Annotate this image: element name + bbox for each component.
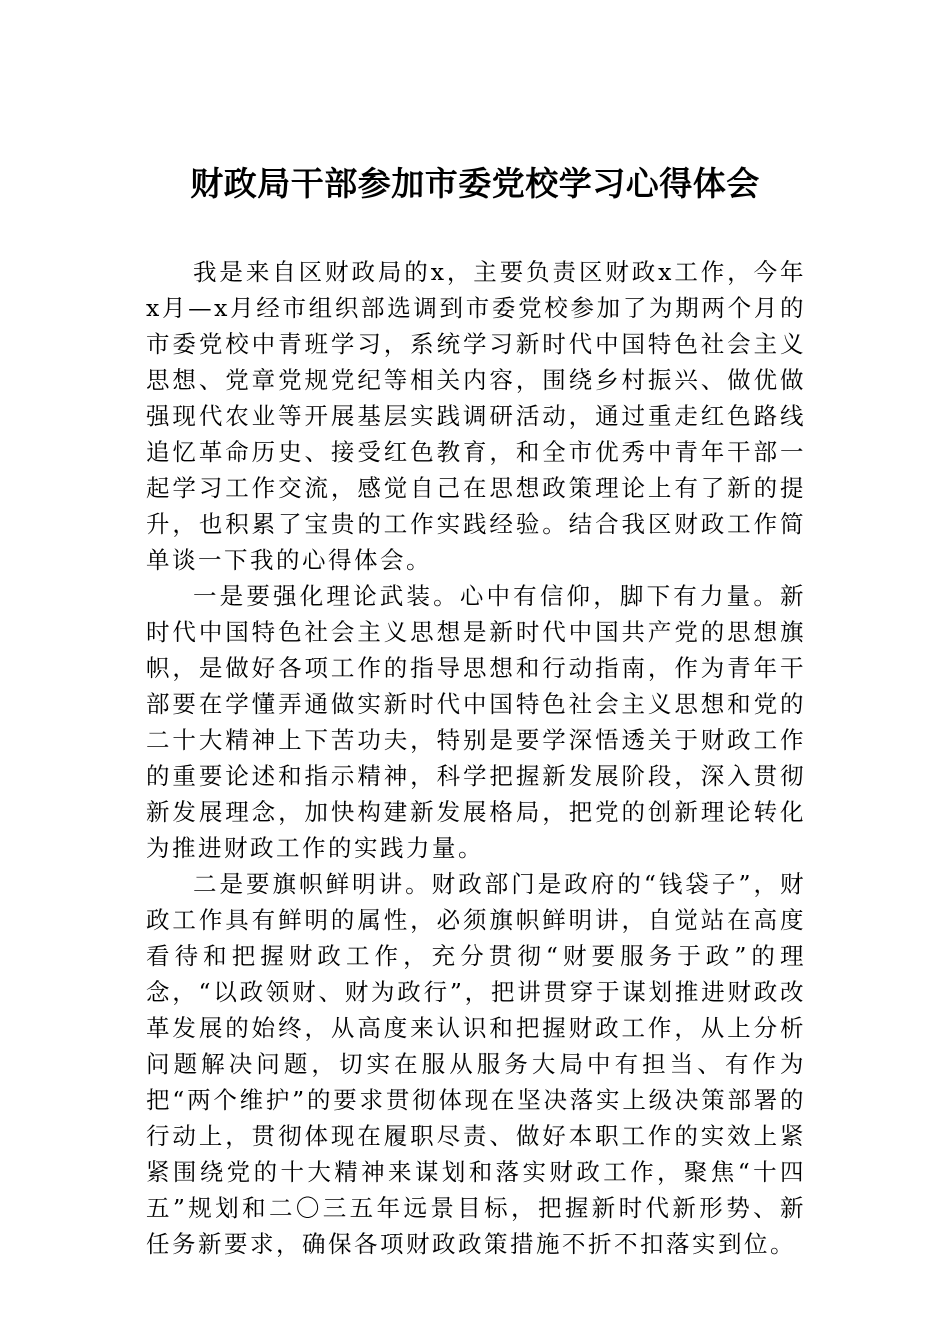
paragraph-intro: 我是来自区财政局的x，主要负责区财政x工作，今年x月—x月经市组织部选调到市委党校参加了为期两个月的市委党校中青班学习，系统学习新时代中国特色社会主义思想、党章党规党纪等相关内容，围绕乡村振兴、做优做强现代农业等开展基层实践调研活动，通过重走红色路线追忆革命历史、接受红色教育，和全市优秀中青年干部一起学习工作交流，感觉自己在思想政策理论上有了新的提升，也积累了宝贵的工作实践经验。结合我区财政工作简单谈一下我的心得体会。 xyxy=(146,258,806,574)
paragraph-theory: 一是要强化理论武装。心中有信仰，脚下有力量。新时代中国特色社会主义思想是新时代中国共产党的思想旗帜，是做好各项工作的指导思想和行动指南，作为青年干部要在学懂弄通做实新时代中国特色社会主义思想和党的二十大精神上下苦功夫，特别是要学深悟透关于财政工作的重要论述和指示精神，科学把握新发展阶段，深入贯彻新发展理念，加快构建新发展格局，把党的创新理论转化为推进财政工作的实践力量。 xyxy=(146,582,806,862)
document-title: 财政局干部参加市委党校学习心得体会 xyxy=(190,164,760,203)
document-body xyxy=(146,254,806,1262)
paragraph-political: 二是要旗帜鲜明讲。财政部门是政府的“钱袋子”，财政工作具有鲜明的属性，必须旗帜鲜明讲，自觉站在高度看待和把握财政工作，充分贯彻“财要服务于政”的理念，“以政领财、财为政行”，把讲贯穿于谋划推进财政改革发展的始终，从高度来认识和把握财政工作，从上分析问题解决问题，切实在服从服务大局中有担当、有作为把“两个维护”的要求贯彻体现在坚决落实上级决策部署的行动上，贯彻体现在履职尽责、做好本职工作的实效上紧紧围绕党的十大精神来谋划和落实财政工作，聚焦“十四五”规划和二〇三五年远景目标，把握新时代新形势、新任务新要求，确保各项财政政策措施不折不扣落实到位。 xyxy=(146,870,806,1258)
